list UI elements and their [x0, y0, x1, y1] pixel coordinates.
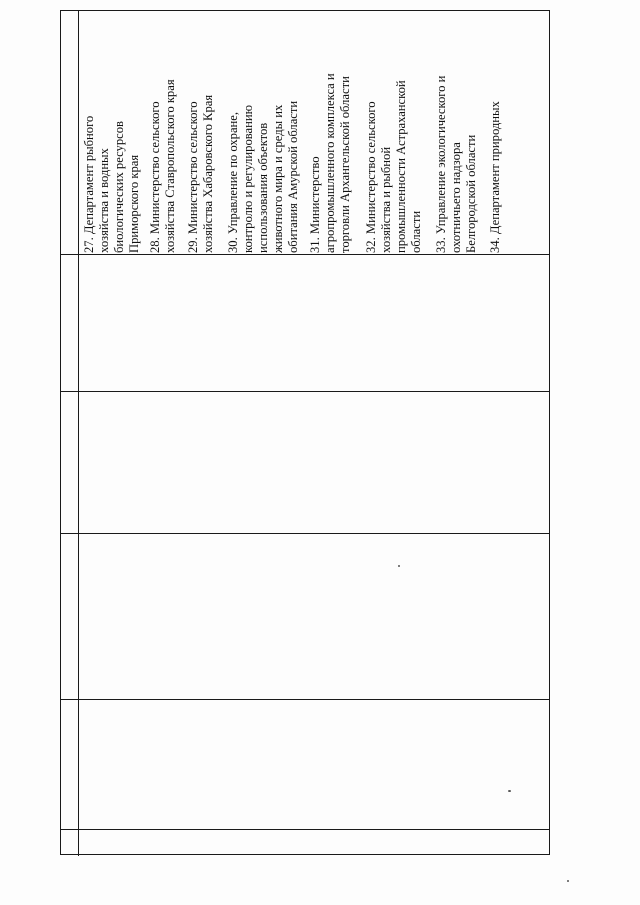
table-column-divider: [61, 533, 549, 534]
table-column-divider: [61, 391, 549, 392]
scan-speck: [398, 565, 400, 567]
entry-34: 34. Департамент природных: [488, 101, 502, 253]
entry-30: 30. Управление по охране, контролю и регулированию использования объектов животного мира и среды их обитания Амурской области: [226, 100, 300, 253]
scan-speck: [567, 880, 569, 882]
table-column-divider: [61, 829, 549, 830]
entry-32: 32. Министерство сельского хозяйства и рыбной промышленности Астраханской области: [364, 80, 423, 253]
table-row-divider: [78, 11, 79, 856]
entry-33: 33. Управление экологического и охотничьего надзора Белгородской области: [434, 75, 478, 253]
entry-27: 27. Департамент рыбного хозяйства и водных биологических ресурсов Приморского края: [82, 115, 141, 253]
scan-speck: [508, 790, 511, 792]
entry-31: 31. Министерство агропромышленного комплекса и торговли Архангельской области: [308, 73, 352, 253]
entries-column: [80, 15, 550, 255]
table-column-divider: [61, 699, 549, 700]
entry-28: 28. Министерство сельского хозяйства Ставропольского края: [148, 79, 177, 253]
entry-29: 29. Министерство сельского хозяйства Хабаровского Края: [186, 94, 215, 253]
